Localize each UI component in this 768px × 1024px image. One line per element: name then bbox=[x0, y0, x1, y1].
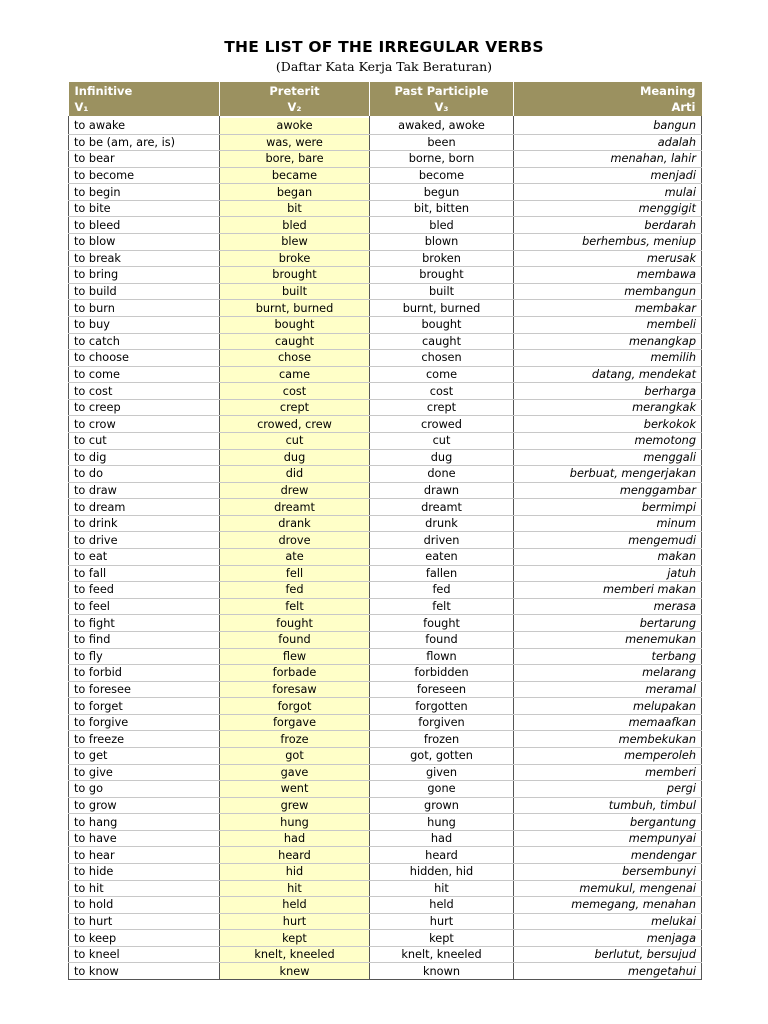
past-participle-cell: known bbox=[370, 963, 514, 980]
infinitive-cell: to begin bbox=[69, 184, 220, 201]
infinitive-cell: to bear bbox=[69, 151, 220, 168]
infinitive-cell: to burn bbox=[69, 300, 220, 317]
meaning-cell: adalah bbox=[514, 134, 702, 151]
table-row bbox=[69, 764, 702, 781]
preterit-cell: bought bbox=[220, 316, 370, 333]
table-row bbox=[69, 631, 702, 648]
preterit-cell: blew bbox=[220, 234, 370, 251]
meaning-cell: merangkak bbox=[514, 399, 702, 416]
meaning-cell: berbuat, mengerjakan bbox=[514, 466, 702, 483]
column-header-label: Preterit bbox=[269, 84, 320, 98]
meaning-cell: bertarung bbox=[514, 615, 702, 632]
infinitive-cell: to cut bbox=[69, 432, 220, 449]
meaning-cell: berhembus, meniup bbox=[514, 234, 702, 251]
past-participle-cell: dug bbox=[370, 449, 514, 466]
infinitive-cell: to forbid bbox=[69, 665, 220, 682]
meaning-cell: membawa bbox=[514, 267, 702, 284]
preterit-cell: fought bbox=[220, 615, 370, 632]
table-row bbox=[69, 913, 702, 930]
table-row bbox=[69, 731, 702, 748]
meaning-cell: memberi bbox=[514, 764, 702, 781]
past-participle-cell: frozen bbox=[370, 731, 514, 748]
preterit-cell: began bbox=[220, 184, 370, 201]
preterit-cell: held bbox=[220, 897, 370, 914]
column-header-past-participle bbox=[370, 82, 514, 116]
past-participle-cell: driven bbox=[370, 532, 514, 549]
past-participle-cell: hung bbox=[370, 814, 514, 831]
table-row bbox=[69, 316, 702, 333]
infinitive-cell: to bite bbox=[69, 200, 220, 217]
meaning-cell: terbang bbox=[514, 648, 702, 665]
preterit-cell: became bbox=[220, 167, 370, 184]
meaning-cell: memilih bbox=[514, 350, 702, 367]
infinitive-cell: to fall bbox=[69, 565, 220, 582]
table-row bbox=[69, 515, 702, 532]
past-participle-cell: drunk bbox=[370, 515, 514, 532]
table-row bbox=[69, 797, 702, 814]
preterit-cell: bore, bare bbox=[220, 151, 370, 168]
preterit-cell: cost bbox=[220, 383, 370, 400]
page-title: THE LIST OF THE IRREGULAR VERBS bbox=[224, 38, 544, 56]
preterit-cell: gave bbox=[220, 764, 370, 781]
table-row bbox=[69, 399, 702, 416]
meaning-cell: merusak bbox=[514, 250, 702, 267]
past-participle-cell: crept bbox=[370, 399, 514, 416]
table-row bbox=[69, 167, 702, 184]
past-participle-cell: forgiven bbox=[370, 714, 514, 731]
meaning-cell: mempunyai bbox=[514, 830, 702, 847]
table-header-row bbox=[69, 82, 702, 116]
meaning-cell: tumbuh, timbul bbox=[514, 797, 702, 814]
preterit-cell: brought bbox=[220, 267, 370, 284]
past-participle-cell: felt bbox=[370, 598, 514, 615]
past-participle-cell: fed bbox=[370, 582, 514, 599]
infinitive-cell: to know bbox=[69, 963, 220, 980]
meaning-cell: memotong bbox=[514, 432, 702, 449]
preterit-cell: ate bbox=[220, 549, 370, 566]
table-row bbox=[69, 930, 702, 947]
past-participle-cell: borne, born bbox=[370, 151, 514, 168]
column-header-label: Past Participle bbox=[394, 84, 489, 98]
verb-table-body bbox=[69, 116, 702, 980]
meaning-cell: bersembunyi bbox=[514, 864, 702, 881]
meaning-cell: menemukan bbox=[514, 631, 702, 648]
meaning-cell: memperoleh bbox=[514, 747, 702, 764]
meaning-cell: memaafkan bbox=[514, 714, 702, 731]
past-participle-cell: drawn bbox=[370, 482, 514, 499]
meaning-cell: melukai bbox=[514, 913, 702, 930]
infinitive-cell: to hide bbox=[69, 864, 220, 881]
preterit-cell: heard bbox=[220, 847, 370, 864]
preterit-cell: flew bbox=[220, 648, 370, 665]
infinitive-cell: to kneel bbox=[69, 946, 220, 963]
preterit-cell: hit bbox=[220, 880, 370, 897]
past-participle-cell: fallen bbox=[370, 565, 514, 582]
preterit-cell: had bbox=[220, 830, 370, 847]
past-participle-cell: foreseen bbox=[370, 681, 514, 698]
past-participle-cell: kept bbox=[370, 930, 514, 947]
table-row bbox=[69, 830, 702, 847]
past-participle-cell: got, gotten bbox=[370, 747, 514, 764]
infinitive-cell: to become bbox=[69, 167, 220, 184]
infinitive-cell: to bring bbox=[69, 267, 220, 284]
infinitive-cell: to draw bbox=[69, 482, 220, 499]
table-row bbox=[69, 864, 702, 881]
table-row bbox=[69, 416, 702, 433]
preterit-cell: crept bbox=[220, 399, 370, 416]
infinitive-cell: to fly bbox=[69, 648, 220, 665]
meaning-cell: mengetahui bbox=[514, 963, 702, 980]
infinitive-cell: to choose bbox=[69, 350, 220, 367]
column-header-code: V₁ bbox=[74, 100, 89, 114]
meaning-cell: menjadi bbox=[514, 167, 702, 184]
meaning-cell: menggigit bbox=[514, 200, 702, 217]
meaning-cell: pergi bbox=[514, 781, 702, 798]
meaning-cell: berdarah bbox=[514, 217, 702, 234]
meaning-cell: melupakan bbox=[514, 698, 702, 715]
table-row bbox=[69, 200, 702, 217]
infinitive-cell: to bleed bbox=[69, 217, 220, 234]
past-participle-cell: gone bbox=[370, 781, 514, 798]
table-row bbox=[69, 234, 702, 251]
past-participle-cell: been bbox=[370, 134, 514, 151]
preterit-cell: drew bbox=[220, 482, 370, 499]
table-row bbox=[69, 118, 702, 134]
meaning-cell: minum bbox=[514, 515, 702, 532]
infinitive-cell: to hang bbox=[69, 814, 220, 831]
preterit-cell: hung bbox=[220, 814, 370, 831]
table-row bbox=[69, 648, 702, 665]
past-participle-cell: done bbox=[370, 466, 514, 483]
table-row bbox=[69, 814, 702, 831]
meaning-cell: berkokok bbox=[514, 416, 702, 433]
infinitive-cell: to foresee bbox=[69, 681, 220, 698]
preterit-cell: forgave bbox=[220, 714, 370, 731]
preterit-cell: fell bbox=[220, 565, 370, 582]
preterit-cell: froze bbox=[220, 731, 370, 748]
meaning-cell: merasa bbox=[514, 598, 702, 615]
infinitive-cell: to crow bbox=[69, 416, 220, 433]
preterit-cell: came bbox=[220, 366, 370, 383]
meaning-cell: membeli bbox=[514, 316, 702, 333]
table-row bbox=[69, 598, 702, 615]
past-participle-cell: burnt, burned bbox=[370, 300, 514, 317]
past-participle-cell: given bbox=[370, 764, 514, 781]
table-row bbox=[69, 698, 702, 715]
table-row bbox=[69, 482, 702, 499]
table-row bbox=[69, 897, 702, 914]
infinitive-cell: to build bbox=[69, 283, 220, 300]
meaning-cell: menggali bbox=[514, 449, 702, 466]
table-row bbox=[69, 549, 702, 566]
infinitive-cell: to fight bbox=[69, 615, 220, 632]
table-row bbox=[69, 184, 702, 201]
table-row bbox=[69, 714, 702, 731]
preterit-cell: dreamt bbox=[220, 499, 370, 516]
column-header-preterit bbox=[220, 82, 370, 116]
infinitive-cell: to creep bbox=[69, 399, 220, 416]
infinitive-cell: to forgive bbox=[69, 714, 220, 731]
past-participle-cell: broken bbox=[370, 250, 514, 267]
infinitive-cell: to forget bbox=[69, 698, 220, 715]
infinitive-cell: to feel bbox=[69, 598, 220, 615]
infinitive-cell: to hit bbox=[69, 880, 220, 897]
table-row bbox=[69, 383, 702, 400]
preterit-cell: kept bbox=[220, 930, 370, 947]
preterit-cell: burnt, burned bbox=[220, 300, 370, 317]
past-participle-cell: dreamt bbox=[370, 499, 514, 516]
past-participle-cell: begun bbox=[370, 184, 514, 201]
infinitive-cell: to dream bbox=[69, 499, 220, 516]
past-participle-cell: brought bbox=[370, 267, 514, 284]
infinitive-cell: to give bbox=[69, 764, 220, 781]
table-row bbox=[69, 532, 702, 549]
infinitive-cell: to drink bbox=[69, 515, 220, 532]
preterit-cell: felt bbox=[220, 598, 370, 615]
meaning-cell: menangkap bbox=[514, 333, 702, 350]
infinitive-cell: to come bbox=[69, 366, 220, 383]
preterit-cell: bled bbox=[220, 217, 370, 234]
infinitive-cell: to be (am, are, is) bbox=[69, 134, 220, 151]
preterit-cell: forgot bbox=[220, 698, 370, 715]
infinitive-cell: to feed bbox=[69, 582, 220, 599]
infinitive-cell: to buy bbox=[69, 316, 220, 333]
irregular-verbs-table bbox=[68, 82, 702, 980]
past-participle-cell: cost bbox=[370, 383, 514, 400]
past-participle-cell: forbidden bbox=[370, 665, 514, 682]
meaning-cell: memukul, mengenai bbox=[514, 880, 702, 897]
infinitive-cell: to get bbox=[69, 747, 220, 764]
past-participle-cell: hurt bbox=[370, 913, 514, 930]
table-row bbox=[69, 134, 702, 151]
past-participle-cell: flown bbox=[370, 648, 514, 665]
meaning-cell: menggambar bbox=[514, 482, 702, 499]
past-participle-cell: awaked, awoke bbox=[370, 118, 514, 134]
past-participle-cell: caught bbox=[370, 333, 514, 350]
meaning-cell: menahan, lahir bbox=[514, 151, 702, 168]
past-participle-cell: eaten bbox=[370, 549, 514, 566]
infinitive-cell: to freeze bbox=[69, 731, 220, 748]
meaning-cell: membekukan bbox=[514, 731, 702, 748]
table-row bbox=[69, 283, 702, 300]
meaning-cell: jatuh bbox=[514, 565, 702, 582]
meaning-cell: bangun bbox=[514, 118, 702, 134]
preterit-cell: drove bbox=[220, 532, 370, 549]
meaning-cell: mengemudi bbox=[514, 532, 702, 549]
past-participle-cell: bled bbox=[370, 217, 514, 234]
column-header-label: Meaning bbox=[639, 84, 696, 98]
past-participle-cell: found bbox=[370, 631, 514, 648]
preterit-cell: cut bbox=[220, 432, 370, 449]
table-row bbox=[69, 946, 702, 963]
table-row bbox=[69, 880, 702, 897]
table-row bbox=[69, 665, 702, 682]
past-participle-cell: chosen bbox=[370, 350, 514, 367]
past-participle-cell: hit bbox=[370, 880, 514, 897]
table-row bbox=[69, 466, 702, 483]
preterit-cell: knew bbox=[220, 963, 370, 980]
meaning-cell: memberi makan bbox=[514, 582, 702, 599]
table-row bbox=[69, 681, 702, 698]
infinitive-cell: to hear bbox=[69, 847, 220, 864]
preterit-cell: hurt bbox=[220, 913, 370, 930]
meaning-cell: mendengar bbox=[514, 847, 702, 864]
column-header-label: Infinitive bbox=[74, 84, 133, 98]
past-participle-cell: hidden, hid bbox=[370, 864, 514, 881]
preterit-cell: drank bbox=[220, 515, 370, 532]
meaning-cell: membakar bbox=[514, 300, 702, 317]
table-row bbox=[69, 267, 702, 284]
preterit-cell: fed bbox=[220, 582, 370, 599]
meaning-cell: menjaga bbox=[514, 930, 702, 947]
infinitive-cell: to hold bbox=[69, 897, 220, 914]
past-participle-cell: built bbox=[370, 283, 514, 300]
table-row bbox=[69, 615, 702, 632]
past-participle-cell: become bbox=[370, 167, 514, 184]
table-row bbox=[69, 151, 702, 168]
preterit-cell: got bbox=[220, 747, 370, 764]
table-row bbox=[69, 250, 702, 267]
table-row bbox=[69, 300, 702, 317]
past-participle-cell: fought bbox=[370, 615, 514, 632]
meaning-cell: berlutut, bersujud bbox=[514, 946, 702, 963]
column-header-code: V₂ bbox=[287, 100, 302, 114]
table-row bbox=[69, 217, 702, 234]
preterit-cell: foresaw bbox=[220, 681, 370, 698]
infinitive-cell: to catch bbox=[69, 333, 220, 350]
meaning-cell: makan bbox=[514, 549, 702, 566]
preterit-cell: caught bbox=[220, 333, 370, 350]
past-participle-cell: come bbox=[370, 366, 514, 383]
table-row bbox=[69, 432, 702, 449]
infinitive-cell: to eat bbox=[69, 549, 220, 566]
past-participle-cell: forgotten bbox=[370, 698, 514, 715]
preterit-cell: went bbox=[220, 781, 370, 798]
past-participle-cell: had bbox=[370, 830, 514, 847]
table-row bbox=[69, 449, 702, 466]
preterit-cell: bit bbox=[220, 200, 370, 217]
meaning-cell: mulai bbox=[514, 184, 702, 201]
meaning-cell: membangun bbox=[514, 283, 702, 300]
past-participle-cell: held bbox=[370, 897, 514, 914]
column-header-code: Arti bbox=[671, 100, 696, 114]
past-participle-cell: bought bbox=[370, 316, 514, 333]
column-header-infinitive bbox=[69, 82, 220, 116]
preterit-cell: crowed, crew bbox=[220, 416, 370, 433]
meaning-cell: berharga bbox=[514, 383, 702, 400]
page-subtitle: (Daftar Kata Kerja Tak Beraturan) bbox=[275, 59, 493, 74]
infinitive-cell: to awake bbox=[69, 118, 220, 134]
meaning-cell: meramal bbox=[514, 681, 702, 698]
table-row bbox=[69, 747, 702, 764]
infinitive-cell: to hurt bbox=[69, 913, 220, 930]
table-row bbox=[69, 963, 702, 980]
infinitive-cell: to drive bbox=[69, 532, 220, 549]
infinitive-cell: to have bbox=[69, 830, 220, 847]
infinitive-cell: to go bbox=[69, 781, 220, 798]
past-participle-cell: cut bbox=[370, 432, 514, 449]
preterit-cell: was, were bbox=[220, 134, 370, 151]
infinitive-cell: to find bbox=[69, 631, 220, 648]
preterit-cell: chose bbox=[220, 350, 370, 367]
column-header-meaning bbox=[514, 82, 702, 116]
table-row bbox=[69, 366, 702, 383]
table-row bbox=[69, 582, 702, 599]
past-participle-cell: bit, bitten bbox=[370, 200, 514, 217]
table-row bbox=[69, 333, 702, 350]
infinitive-cell: to dig bbox=[69, 449, 220, 466]
past-participle-cell: knelt, kneeled bbox=[370, 946, 514, 963]
past-participle-cell: crowed bbox=[370, 416, 514, 433]
table-row bbox=[69, 350, 702, 367]
table-row bbox=[69, 847, 702, 864]
table-row bbox=[69, 781, 702, 798]
meaning-cell: memegang, menahan bbox=[514, 897, 702, 914]
preterit-cell: knelt, kneeled bbox=[220, 946, 370, 963]
column-header-code: V₃ bbox=[434, 100, 449, 114]
infinitive-cell: to do bbox=[69, 466, 220, 483]
past-participle-cell: blown bbox=[370, 234, 514, 251]
preterit-cell: built bbox=[220, 283, 370, 300]
table-row bbox=[69, 499, 702, 516]
past-participle-cell: heard bbox=[370, 847, 514, 864]
infinitive-cell: to keep bbox=[69, 930, 220, 947]
past-participle-cell: grown bbox=[370, 797, 514, 814]
preterit-cell: did bbox=[220, 466, 370, 483]
preterit-cell: awoke bbox=[220, 118, 370, 134]
meaning-cell: datang, mendekat bbox=[514, 366, 702, 383]
infinitive-cell: to cost bbox=[69, 383, 220, 400]
meaning-cell: bermimpi bbox=[514, 499, 702, 516]
preterit-cell: dug bbox=[220, 449, 370, 466]
preterit-cell: found bbox=[220, 631, 370, 648]
preterit-cell: forbade bbox=[220, 665, 370, 682]
meaning-cell: melarang bbox=[514, 665, 702, 682]
preterit-cell: grew bbox=[220, 797, 370, 814]
table-row bbox=[69, 565, 702, 582]
infinitive-cell: to grow bbox=[69, 797, 220, 814]
preterit-cell: broke bbox=[220, 250, 370, 267]
meaning-cell: bergantung bbox=[514, 814, 702, 831]
infinitive-cell: to break bbox=[69, 250, 220, 267]
preterit-cell: hid bbox=[220, 864, 370, 881]
infinitive-cell: to blow bbox=[69, 234, 220, 251]
